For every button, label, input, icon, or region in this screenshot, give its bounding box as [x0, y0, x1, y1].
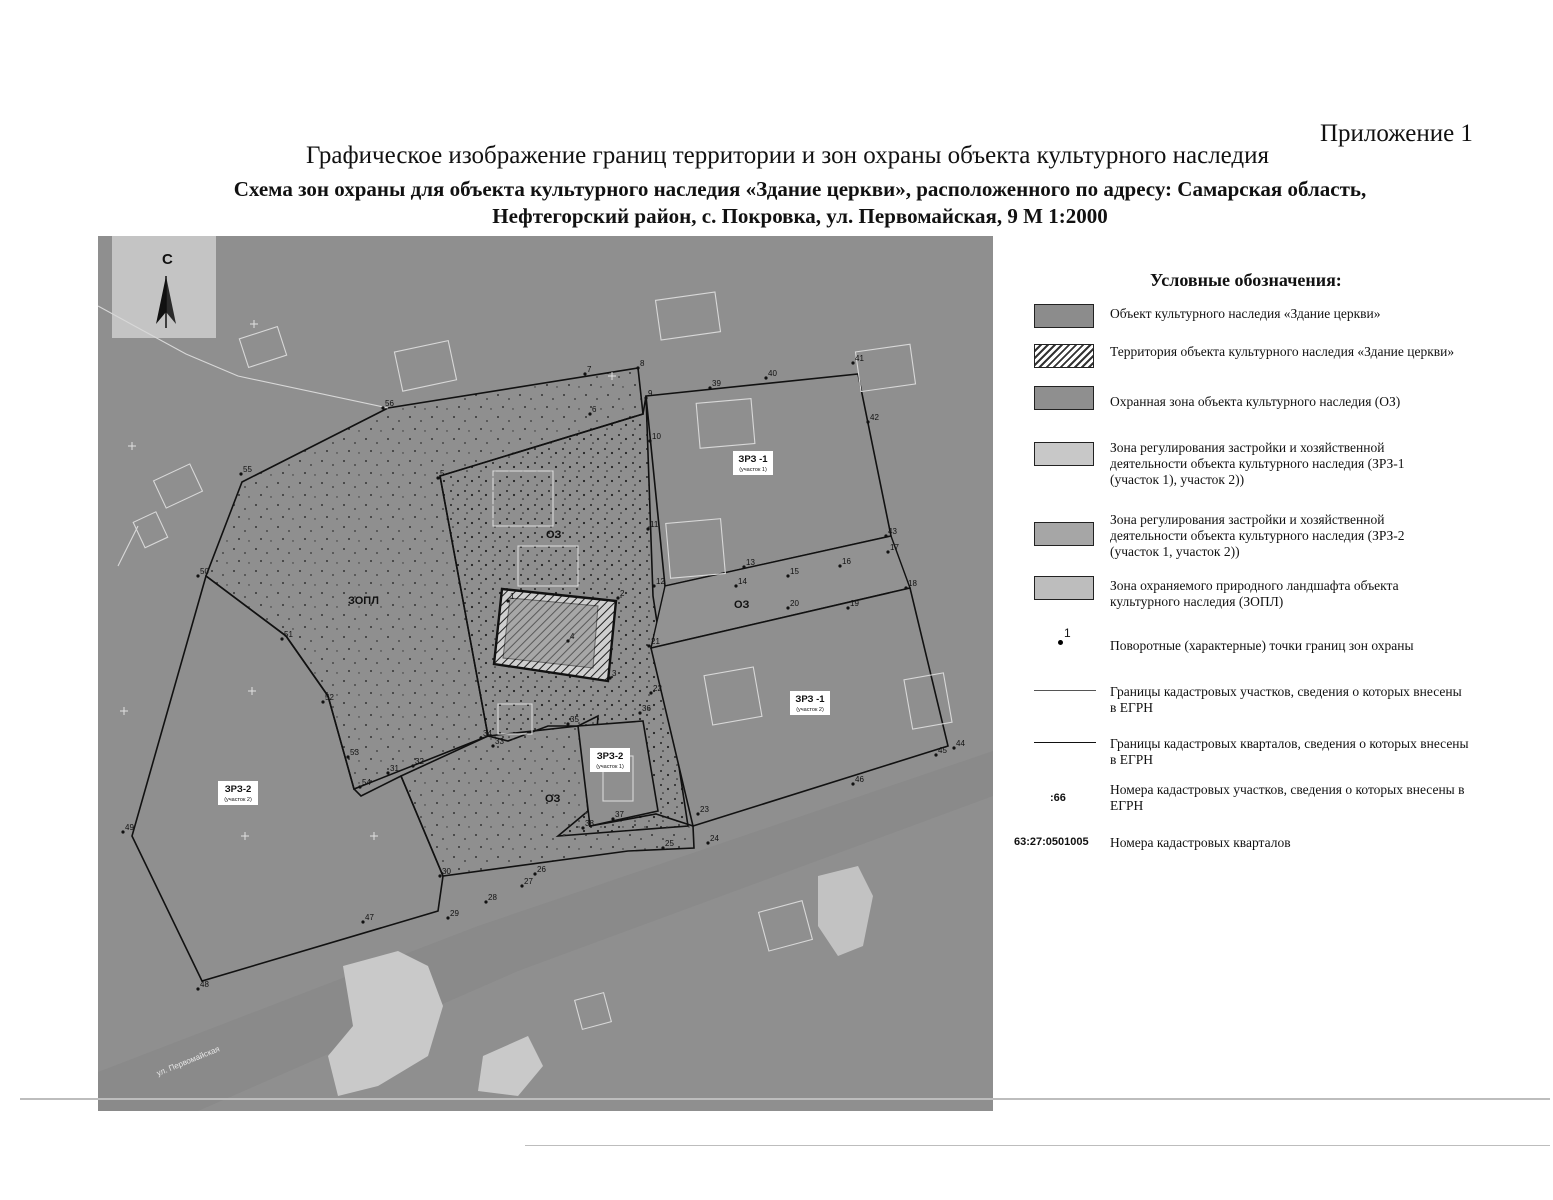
church-building: [503, 598, 598, 668]
turning-point-label-5: 5: [440, 469, 445, 478]
turning-point-label-50: 50: [200, 567, 209, 576]
turning-point-label-28: 28: [488, 893, 497, 902]
turning-point-label-31: 31: [390, 764, 399, 773]
turning-point-label-2: 2: [620, 589, 625, 598]
turning-point-label-29: 29: [450, 909, 459, 918]
turning-point-label-36: 36: [642, 704, 651, 713]
turning-point-label-30: 30: [442, 867, 451, 876]
scan-line-top: [20, 1098, 1550, 1100]
boxed-label-title: ЗРЗ-2: [596, 751, 624, 762]
legend-text-quarter-borders: Границы кадастровых кварталов, сведения о которых внесены в ЕГРН: [1110, 736, 1469, 767]
turning-point-label-13: 13: [746, 558, 755, 567]
turning-point-label-20: 20: [790, 599, 799, 608]
legend-swatch-object: [1034, 304, 1094, 328]
legend-text-object: Объект культурного наследия «Здание церкви»: [1110, 306, 1381, 321]
legend-text-zrz1: Зона регулирования застройки и хозяйственной деятельности объекта культурного наследия (ЗРЗ-1 (участок 1), участок 2)): [1110, 440, 1405, 487]
boxed-label-zrz2-1: [590, 748, 630, 772]
boxed-label-sub: (участок 1): [596, 764, 624, 770]
turning-point-label-11: 11: [650, 520, 659, 529]
turning-point-label-49: 49: [125, 823, 134, 832]
legend-text-zopl: Зона охраняемого природного ландшафта объекта культурного наследия (ЗОПЛ): [1110, 578, 1399, 609]
map-subtitle-line-1: Схема зон охраны для объекта культурного наследия «Здание церкви», расположенного по адресу: Самарская область,: [233, 177, 1367, 201]
legend-code-parcel: :66: [1050, 792, 1066, 804]
scan-line-bottom: [525, 1145, 1550, 1146]
legend-text-parcel-numbers: Номера кадастровых участков, сведения о которых внесены в ЕГРН: [1110, 782, 1465, 813]
turning-point-label-35: 35: [570, 715, 579, 724]
turning-point-label-19: 19: [850, 599, 859, 608]
protection-zones-map: [98, 236, 993, 1111]
legend-title: Условные обозначения:: [1150, 270, 1342, 290]
map-subtitle-line-2: Нефтегорский район, с. Покровка, ул. Первомайская, 9 М 1:2000: [492, 204, 1108, 228]
boxed-label-zrz2-2: [218, 781, 258, 805]
turning-point-label-8: 8: [640, 359, 645, 368]
turning-point-label-3: 3: [612, 669, 617, 678]
turning-point-label-53: 53: [350, 748, 359, 757]
turning-point-label-7: 7: [587, 365, 592, 374]
turning-point-label-38: 38: [585, 819, 594, 828]
turning-point-label-12: 12: [656, 577, 665, 586]
turning-point-label-26: 26: [537, 865, 546, 874]
turning-point-label-16: 16: [842, 557, 851, 566]
turning-point-label-21: 21: [651, 637, 660, 646]
turning-point-label-6: 6: [592, 405, 597, 414]
boxed-label-sub: (участок 2): [796, 707, 824, 713]
zone-label-oz-strip: ОЗ: [734, 599, 750, 611]
legend-swatch-zrz1: [1034, 442, 1094, 466]
legend-text-zrz2: Зона регулирования застройки и хозяйственной деятельности объекта культурного наследия (ЗРЗ-2 (участок 1, участок 2)): [1110, 512, 1405, 559]
legend-point-number: 1: [1064, 626, 1071, 640]
turning-point-label-27: 27: [524, 877, 533, 886]
turning-point-label-37: 37: [615, 810, 624, 819]
turning-point-label-32: 32: [415, 757, 424, 766]
legend-swatch-oz: [1034, 386, 1094, 410]
boxed-label-title: ЗРЗ -1: [795, 694, 825, 705]
turning-point-label-14: 14: [738, 577, 747, 586]
legend-line-parcel: [1034, 690, 1096, 691]
boxed-label-zrz1-2: [790, 691, 830, 715]
appendix-label: Приложение 1: [1320, 120, 1473, 147]
legend-text-territory: Территория объекта культурного наследия «Здание церкви»: [1110, 344, 1455, 359]
legend-text-points: Поворотные (характерные) точки границ зон охраны: [1110, 638, 1414, 653]
turning-point-label-43: 43: [888, 527, 897, 536]
turning-point-label-18: 18: [908, 579, 917, 588]
legend-swatch-zrz2: [1034, 522, 1094, 546]
boxed-label-sub: (участок 2): [224, 797, 252, 803]
turning-point-label-55: 55: [243, 465, 252, 474]
turning-point-label-47: 47: [365, 913, 374, 922]
boxed-label-title: ЗРЗ-2: [224, 784, 252, 795]
zone-label-oz-south: ОЗ: [545, 793, 561, 805]
street-label: ул. Первомайская: [155, 1044, 221, 1078]
turning-point-label-40: 40: [768, 369, 777, 378]
turning-point-label-48: 48: [200, 980, 209, 989]
zone-label-zopl: ЗОПЛ: [348, 595, 379, 607]
turning-point-label-24: 24: [710, 834, 719, 843]
legend-text-oz: Охранная зона объекта культурного наследия (ОЗ): [1110, 394, 1401, 409]
turning-point-label-33: 33: [495, 737, 504, 746]
turning-point-label-1: 1: [510, 592, 515, 601]
zone-label-oz-main: ОЗ: [546, 529, 562, 541]
turning-point-label-25: 25: [665, 839, 674, 848]
turning-point-label-54: 54: [362, 778, 371, 787]
turning-point-label-4: 4: [570, 632, 575, 641]
turning-point-label-46: 46: [855, 775, 864, 784]
turning-point-label-56: 56: [385, 399, 394, 408]
turning-point-label-17: 17: [890, 543, 899, 552]
legend-swatch-zopl: [1034, 576, 1094, 600]
boxed-label-sub: (участок 1): [739, 467, 767, 473]
turning-point-label-15: 15: [790, 567, 799, 576]
turning-point-label-52: 52: [325, 693, 334, 702]
boxed-label-zrz1-1: [733, 451, 773, 475]
map-subtitle: [150, 176, 1450, 230]
north-label: С: [162, 251, 173, 268]
boxed-label-title: ЗРЗ -1: [738, 454, 768, 465]
turning-point-label-51: 51: [284, 630, 293, 639]
legend-text-parcel-borders: Границы кадастровых участков, сведения о которых внесены в ЕГРН: [1110, 684, 1462, 715]
turning-point-label-41: 41: [855, 354, 864, 363]
page-title: Графическое изображение границ территории и зон охраны объекта культурного наследия: [305, 142, 1270, 169]
turning-point-label-34: 34: [483, 729, 492, 738]
turning-point-label-23: 23: [700, 805, 709, 814]
turning-point-label-10: 10: [652, 432, 661, 441]
turning-point-label-44: 44: [956, 739, 965, 748]
turning-point-label-42: 42: [870, 413, 879, 422]
turning-point-label-45: 45: [938, 746, 947, 755]
legend-swatch-territory: [1034, 344, 1094, 368]
legend-point-dot: [1058, 640, 1063, 645]
legend-line-quarter: [1034, 742, 1096, 743]
turning-point-label-9: 9: [648, 389, 653, 398]
legend-code-quarter: 63:27:0501005: [1014, 836, 1089, 848]
legend-text-quarter-numbers: Номера кадастровых кварталов: [1110, 835, 1291, 850]
turning-point-label-22: 22: [653, 684, 662, 693]
turning-point-label-39: 39: [712, 379, 721, 388]
